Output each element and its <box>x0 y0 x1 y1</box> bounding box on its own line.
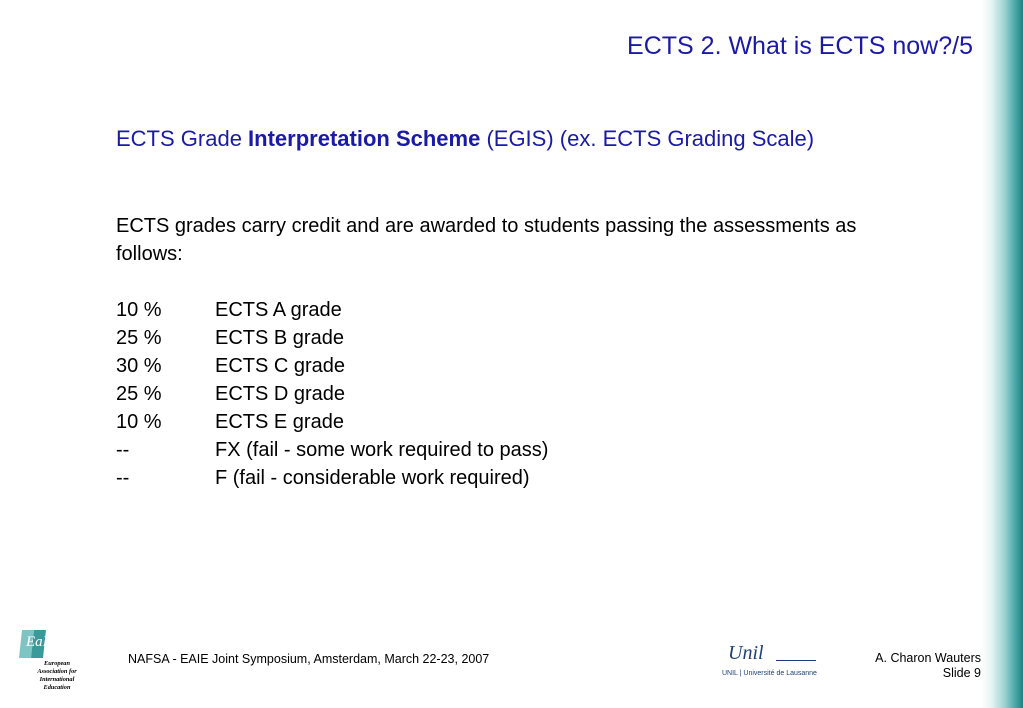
eaie-caption-line: European <box>44 660 70 667</box>
decorative-teal-sidebar <box>981 0 1023 708</box>
grade-row <box>116 380 548 408</box>
grade-percentage: 25 % <box>116 383 162 405</box>
unil-caption: UNIL | Université de Lausanne <box>722 670 817 677</box>
grade-description: ECTS A grade <box>215 299 342 321</box>
grade-description: ECTS C grade <box>215 355 346 377</box>
grade-description: ECTS E grade <box>215 411 344 433</box>
grade-row <box>116 436 548 464</box>
eaie-logo <box>14 628 92 704</box>
unil-wordmark: Unil <box>728 642 764 664</box>
footer-right <box>875 651 981 681</box>
eaie-caption-line: Education <box>43 684 71 691</box>
slide-title: ECTS 2. What is ECTS now?/5 <box>627 32 973 60</box>
grade-row <box>116 464 548 492</box>
eaie-mark-icon <box>18 628 78 660</box>
subtitle-prefix: ECTS Grade <box>116 126 249 151</box>
grade-percentage: -- <box>116 467 130 489</box>
grade-row <box>116 352 548 380</box>
grade-percentage: 10 % <box>116 411 162 433</box>
unil-logo <box>722 640 822 680</box>
grade-row <box>116 296 548 324</box>
slide-subtitle <box>116 126 896 151</box>
grade-percentage: 25 % <box>116 327 162 349</box>
grade-description: F (fail - considerable work required) <box>215 467 530 489</box>
subtitle-suffix: (EGIS) (ex. ECTS Grading Scale) <box>480 126 815 151</box>
eaie-mark-text: EaIE <box>26 634 57 650</box>
grade-description: ECTS B grade <box>215 327 344 349</box>
grade-list <box>116 296 548 492</box>
grade-description: FX (fail - some work required to pass) <box>215 439 549 461</box>
footer-event: NAFSA - EAIE Joint Symposium, Amsterdam, March 22-23, 2007 <box>128 652 490 666</box>
footer-author: A. Charon Wauters <box>875 651 981 665</box>
intro-paragraph: ECTS grades carry credit and are awarded to students passing the assessments as follows: <box>116 215 857 265</box>
grade-percentage: -- <box>116 439 130 461</box>
grade-percentage: 30 % <box>116 355 162 377</box>
subtitle-bold: Interpretation Scheme <box>248 126 481 151</box>
eaie-caption <box>22 660 92 692</box>
grade-percentage: 10 % <box>116 299 162 321</box>
eaie-caption-line: Association for <box>37 668 77 675</box>
grade-description: ECTS D grade <box>215 383 346 405</box>
footer-slide-number: Slide 9 <box>942 666 981 680</box>
grade-row <box>116 408 548 436</box>
grade-row <box>116 324 548 352</box>
eaie-caption-line: International <box>39 676 75 683</box>
unil-underline <box>776 660 816 661</box>
